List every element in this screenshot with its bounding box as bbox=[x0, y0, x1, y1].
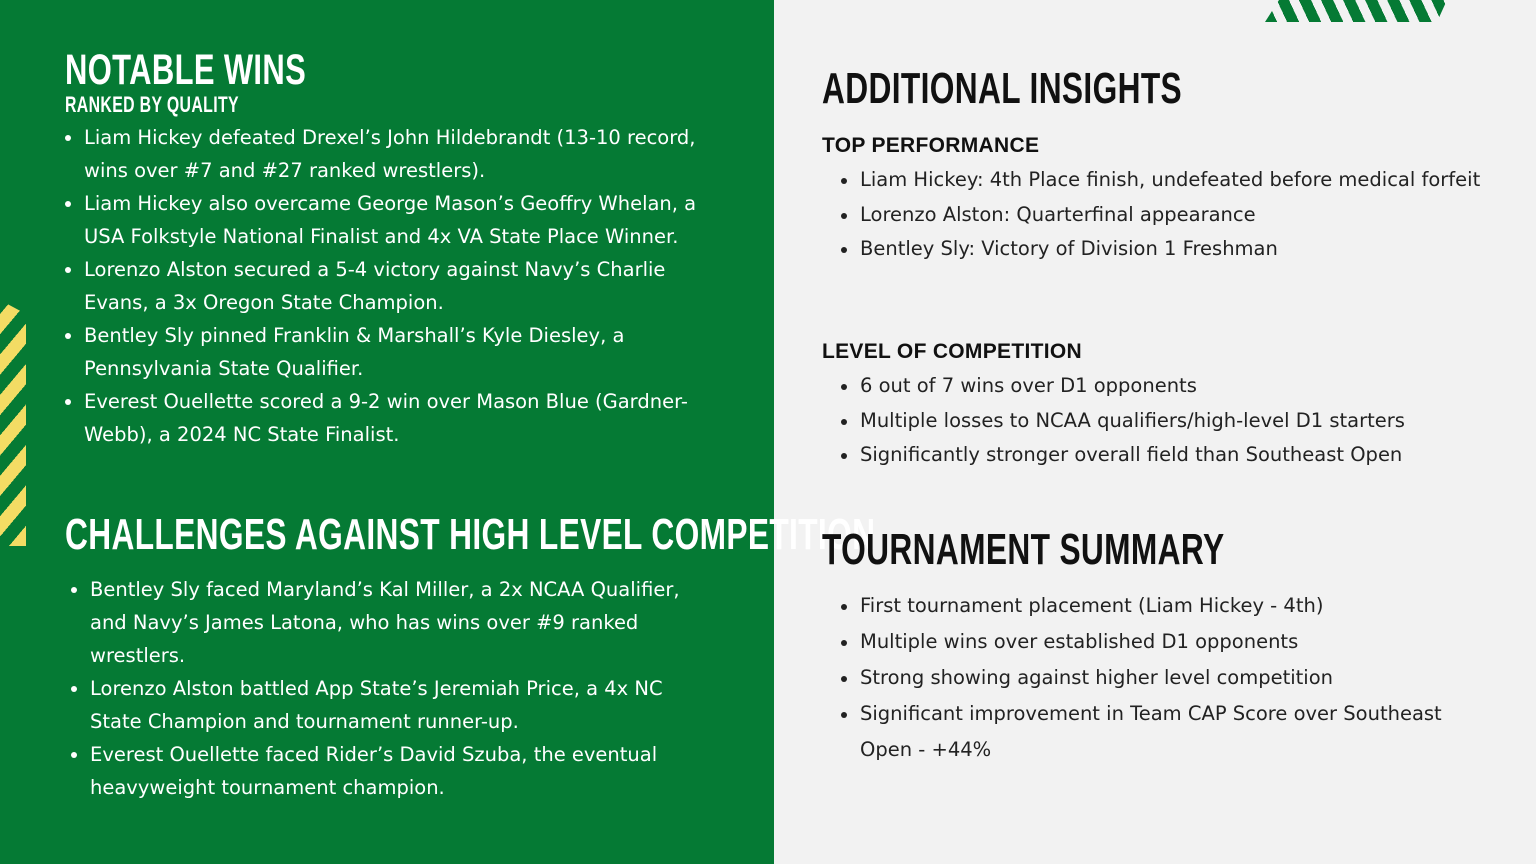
list-item: Bentley Sly faced Maryland’s Kal Miller, a 2x NCAA Qualifier, and Navy’s James Latona, who has wins over #9 ranked wrestlers. bbox=[71, 573, 711, 672]
list-item: Everest Ouellette faced Rider’s David Szuba, the eventual heavyweight tournament champion. bbox=[71, 738, 711, 804]
list-item: Liam Hickey also overcame George Mason’s Geoffry Whelan, a USA Folkstyle National Finalist and 4x VA State Place Winner. bbox=[65, 187, 725, 253]
tournament-summary-list bbox=[841, 588, 1481, 768]
list-item: Multiple losses to NCAA qualifiers/high-level D1 starters bbox=[841, 404, 1501, 439]
challenges-list bbox=[71, 573, 711, 804]
top-performance-list bbox=[841, 163, 1481, 267]
list-item: Multiple wins over established D1 opponents bbox=[841, 624, 1481, 660]
list-item: Strong showing against higher level competition bbox=[841, 660, 1481, 696]
list-item: 6 out of 7 wins over D1 opponents bbox=[841, 369, 1501, 404]
challenges-title: CHALLENGES AGAINST HIGH LEVEL COMPETITION bbox=[65, 510, 876, 559]
list-item: Significant improvement in Team CAP Score over Southeast Open - +44% bbox=[841, 696, 1481, 768]
hazard-stripe-decoration bbox=[0, 300, 26, 546]
notable-wins-title: NOTABLE WINS bbox=[65, 46, 307, 94]
list-item: Lorenzo Alston secured a 5-4 victory against Navy’s Charlie Evans, a 3x Oregon State Champion. bbox=[65, 253, 725, 319]
list-item: Liam Hickey defeated Drexel’s John Hildebrandt (13-10 record, wins over #7 and #27 ranked wrestlers). bbox=[65, 121, 725, 187]
notable-wins-subtitle: RANKED BY QUALITY bbox=[65, 92, 239, 117]
list-item: First tournament placement (Liam Hickey - 4th) bbox=[841, 588, 1481, 624]
hazard-stripe-top-decoration bbox=[1265, 0, 1447, 22]
level-of-competition-title: LEVEL OF COMPETITION bbox=[822, 340, 1082, 363]
tournament-summary-title: TOURNAMENT SUMMARY bbox=[822, 525, 1225, 574]
list-item: Significantly stronger overall field than Southeast Open bbox=[841, 438, 1501, 473]
list-item: Bentley Sly: Victory of Division 1 Freshman bbox=[841, 232, 1481, 267]
notable-wins-list bbox=[65, 121, 725, 451]
list-item: Lorenzo Alston: Quarterfinal appearance bbox=[841, 198, 1481, 233]
list-item: Everest Ouellette scored a 9-2 win over Mason Blue (Gardner-Webb), a 2024 NC State Finalist. bbox=[65, 385, 725, 451]
list-item: Bentley Sly pinned Franklin & Marshall’s Kyle Diesley, a Pennsylvania State Qualifier. bbox=[65, 319, 725, 385]
top-performance-title: TOP PERFORMANCE bbox=[822, 134, 1040, 157]
additional-insights-title: ADDITIONAL INSIGHTS bbox=[822, 64, 1183, 113]
level-of-competition-list bbox=[841, 369, 1501, 473]
list-item: Liam Hickey: 4th Place finish, undefeated before medical forfeit bbox=[841, 163, 1481, 198]
list-item: Lorenzo Alston battled App State’s Jeremiah Price, a 4x NC State Champion and tournament runner-up. bbox=[71, 672, 711, 738]
